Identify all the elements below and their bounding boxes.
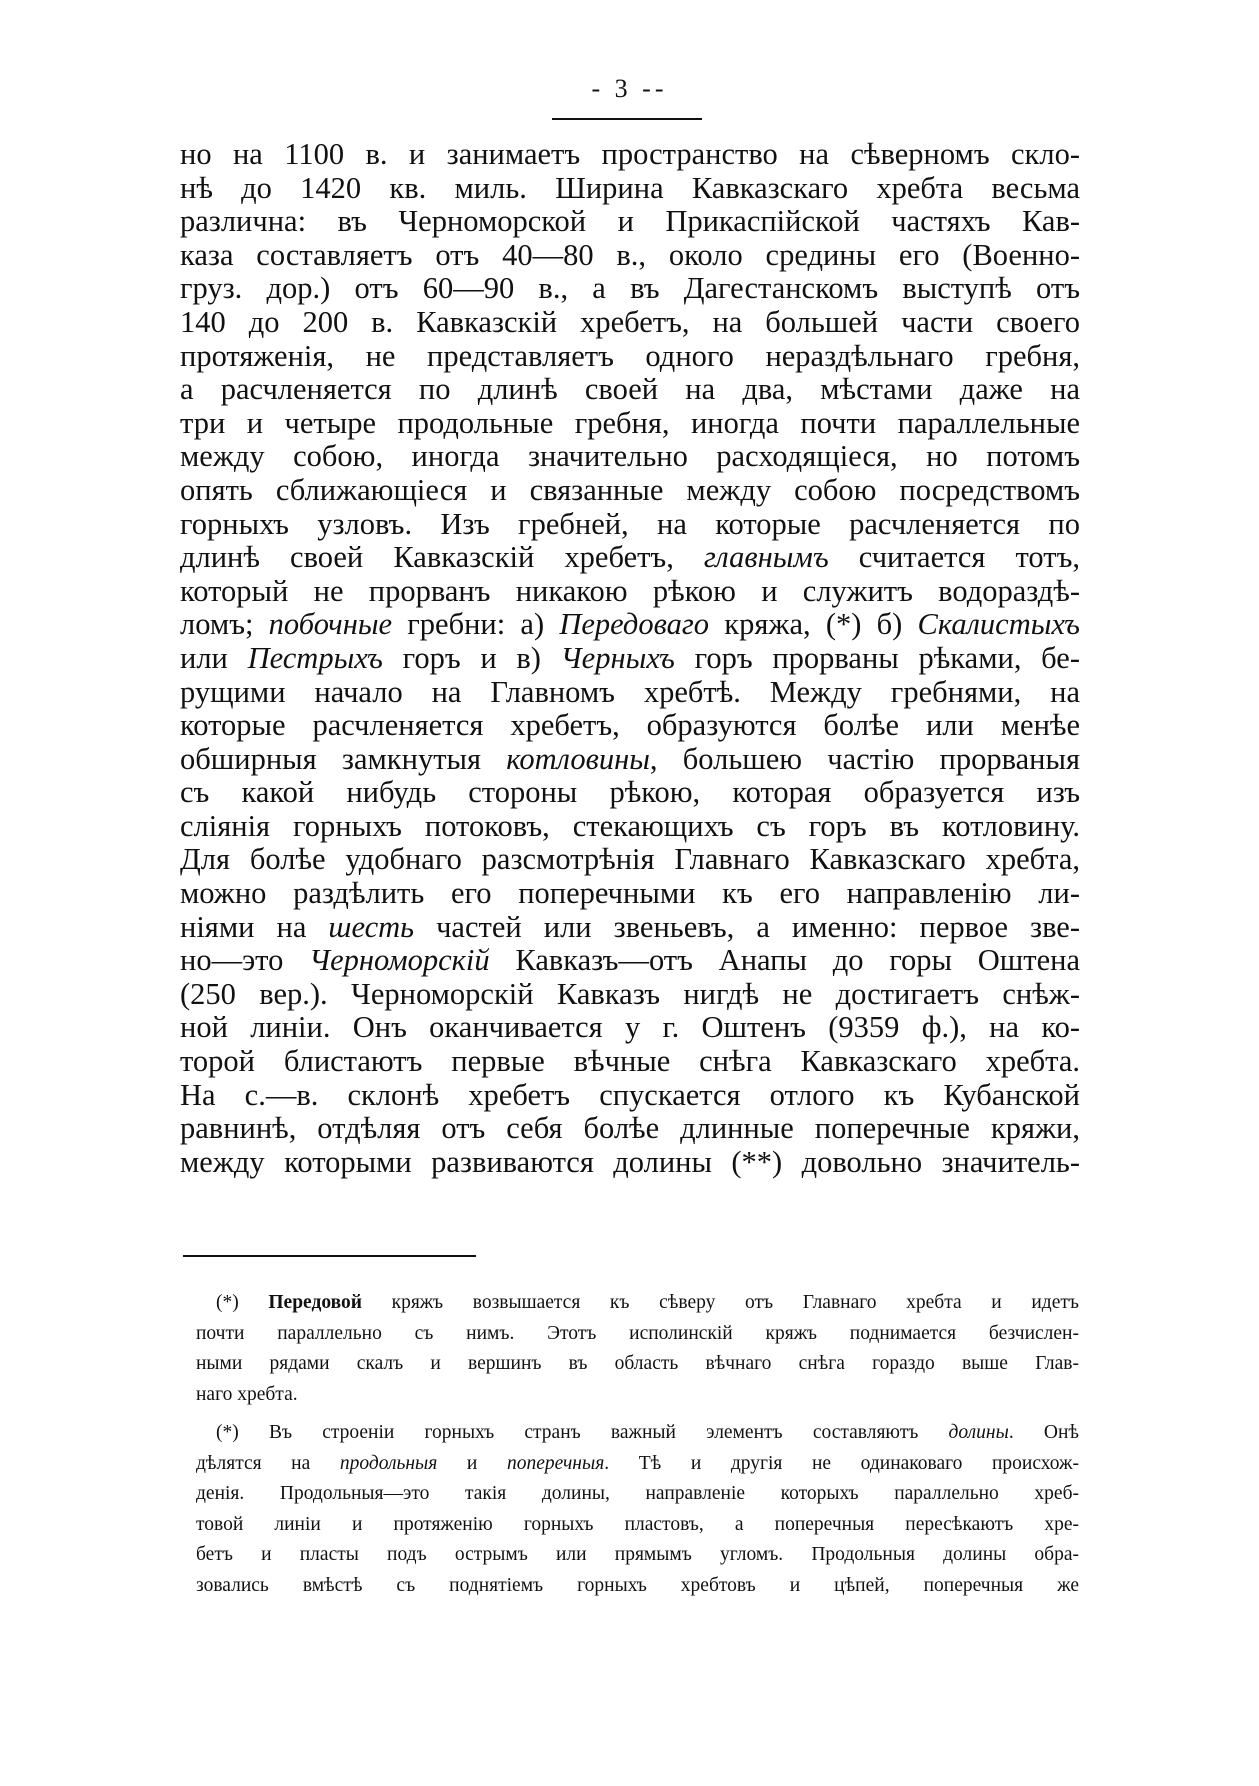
text-line: [180, 340, 1080, 374]
text-segment: гребни: а): [392, 607, 560, 642]
footnote-separator: [183, 1255, 476, 1257]
footnote-line: [196, 1479, 1079, 1510]
text-segment: и: [437, 1452, 507, 1474]
emphasized-term: шесть: [328, 909, 415, 944]
text-line: [180, 138, 1080, 172]
text-segment: но на 1100 в. и занимаетъ пространство на сѣверномъ скло-: [180, 137, 1080, 171]
text-line: [180, 676, 1080, 710]
text-segment: дѣлятся на: [196, 1452, 340, 1474]
text-segment: горъ прорваны рѣками, бе-: [674, 640, 1080, 675]
page-number: - 3 --: [591, 74, 668, 103]
footnote: [196, 1418, 1079, 1601]
emphasized-term: Черныхъ: [560, 640, 675, 675]
text-segment: опять сближающіеся и связанные между собою посредствомъ: [180, 472, 1080, 507]
text-segment: но—это: [180, 943, 310, 978]
text-line: [180, 944, 1080, 978]
text-segment: которые расчленяется хребетъ, образуются болѣе или менѣе: [180, 708, 1080, 743]
text-segment: три и четыре продольные гребня, иногда почти параллельные: [180, 405, 1080, 440]
text-line: [180, 911, 1080, 945]
text-segment: частей или звеньевъ, а именно: первое зве-: [414, 909, 1080, 944]
text-line: [180, 608, 1080, 642]
footnote-line: [196, 1319, 1079, 1350]
text-segment: слiянiя горныхъ потоковъ, стекающихъ съ горъ въ котловину.: [180, 808, 1080, 843]
text-line: [180, 172, 1080, 206]
text-line: [180, 373, 1080, 407]
emphasized-term: побочные: [268, 607, 393, 642]
text-line: [180, 1146, 1080, 1180]
text-line: [180, 843, 1080, 877]
footnote-term: Передовой: [268, 1292, 362, 1313]
text-line: [180, 306, 1080, 340]
text-segment: почти параллельно съ нимъ. Этотъ исполинскій кряжъ поднимается безчислен-: [196, 1322, 1079, 1344]
text-segment: кряжа, (*) б): [709, 607, 918, 642]
text-line: [180, 474, 1080, 508]
text-segment: На с.—в. склонѣ хребетъ спускается отлого къ Кубанской: [180, 1077, 1080, 1112]
text-segment: Для болѣе удобнаго разсмотрѣнія Главнаго Кавказскаго хребта,: [180, 842, 1080, 877]
text-segment: бетъ и пласты подъ острымъ или прямымъ угломъ. Продольныя долины обра-: [196, 1544, 1079, 1565]
text-segment: . Тѣ и другія не одинаковаго происхож-: [604, 1452, 1080, 1474]
text-segment: нѣ до 1420 кв. миль. Ширина Кавказскаго хребта весьма: [180, 170, 1080, 205]
text-line: [180, 1045, 1080, 1079]
text-segment: горъ и в): [382, 640, 561, 675]
footnote-line: [196, 1418, 1079, 1449]
text-line: [180, 1011, 1080, 1045]
footnote-line: [196, 1510, 1079, 1541]
emphasized-term: Черноморскій: [309, 943, 490, 978]
text-line: [180, 810, 1080, 844]
text-segment: считается тотъ,: [828, 540, 1080, 575]
text-line: [180, 642, 1080, 676]
text-line: [180, 877, 1080, 911]
text-segment: протяженія, не представляетъ одного нераздѣльнаго гребня,: [180, 338, 1080, 373]
text-segment: между которыми развиваются долины (**) довольно значитель-: [180, 1144, 1080, 1179]
footnote: [196, 1288, 1079, 1410]
emphasized-term: Передоваго: [559, 607, 710, 642]
page-number-rule: [552, 118, 702, 120]
text-segment: ніями на: [180, 909, 329, 944]
text-segment: различна: въ Черноморской и Прикаспійской частяхъ Кав-: [180, 204, 1080, 239]
text-line: [180, 541, 1080, 575]
footnote-line: [196, 1349, 1079, 1380]
text-segment: рущими начало на Главномъ хребтѣ. Между гребнями, на: [180, 674, 1080, 709]
text-line: [180, 440, 1080, 474]
emphasized-term: продольныя: [339, 1452, 438, 1474]
text-segment: (250 вер.). Черноморскій Кавказъ нигдѣ не достигаетъ снѣж-: [180, 976, 1080, 1011]
emphasized-term: главнымъ: [703, 540, 829, 575]
emphasized-term: Скалистыхъ: [917, 607, 1080, 642]
main-text-body: [180, 138, 1080, 1179]
text-segment: каза составляетъ отъ 40—80 в., около средины его (Военно-: [180, 237, 1080, 272]
text-line: [180, 1112, 1080, 1146]
text-line: [180, 978, 1080, 1012]
text-segment: денія. Продольныя—это такія долины, направленіе которыхъ параллельно хреб-: [196, 1483, 1079, 1504]
footnote-line: [196, 1380, 1079, 1411]
emphasized-term: долины: [948, 1422, 1009, 1443]
text-segment: кряжъ возвышается къ сѣверу отъ Главнаго хребта и идетъ: [361, 1292, 1079, 1313]
text-line: [180, 709, 1080, 743]
text-segment: . Онѣ: [1008, 1422, 1079, 1443]
text-segment: Кавказъ—отъ Анапы до горы Оштена: [489, 943, 1080, 978]
text-segment: ломъ;: [180, 607, 269, 642]
text-segment: 140 до 200 в. Кавказскій хребетъ, на большей части своего: [180, 304, 1080, 339]
text-segment: , большею частію прорваныя: [649, 741, 1081, 776]
footnotes: [196, 1288, 1079, 1609]
footnote-line: [196, 1571, 1079, 1602]
text-segment: обширныя замкнутыя: [180, 741, 507, 776]
emphasized-term: поперечныя: [506, 1452, 605, 1474]
text-segment: горныхъ узловъ. Изъ гребней, на которые расчленяется по: [180, 506, 1080, 541]
text-segment: (*): [216, 1292, 269, 1313]
text-segment: торой блистаютъ первые вѣчные снѣга Кавказскаго хребта.: [180, 1044, 1080, 1079]
text-line: [180, 272, 1080, 306]
text-segment: который не прорванъ никакою рѣкою и служитъ водораздѣ-: [180, 573, 1080, 608]
footnote-line: [196, 1288, 1079, 1319]
text-segment: между собою, иногда значительно расходящіеся, но потомъ: [180, 439, 1080, 474]
footnote-line: [196, 1449, 1079, 1480]
text-segment: товой линіи и протяженію горныхъ пластовъ, а поперечныя пересѣкаютъ хре-: [196, 1513, 1079, 1535]
text-segment: груз. дор.) отъ 60—90 в., а въ Дагестанскомъ выступѣ отъ: [180, 271, 1080, 306]
text-line: [180, 1079, 1080, 1113]
text-segment: (*) Въ строеніи горныхъ странъ важный элементъ составляютъ: [216, 1422, 949, 1443]
footnote-line: [196, 1540, 1079, 1571]
text-line: [180, 575, 1080, 609]
text-segment: ными рядами скалъ и вершинъ въ область вѣчнаго снѣга гораздо выше Глав-: [196, 1353, 1079, 1374]
emphasized-term: котловины: [506, 741, 650, 776]
text-segment: или: [180, 640, 248, 675]
text-segment: равнинѣ, отдѣляя отъ себя болѣе длинные поперечные кряжи,: [180, 1111, 1080, 1146]
text-segment: можно раздѣлить его поперечными къ его направленію ли-: [180, 876, 1080, 911]
text-segment: а расчленяется по длинѣ своей на два, мѣстами даже на: [180, 372, 1080, 407]
text-line: [180, 508, 1080, 542]
text-line: [180, 239, 1080, 273]
text-line: [180, 776, 1080, 810]
text-line: [180, 205, 1080, 239]
text-segment: длинѣ своей Кавказскій хребетъ,: [180, 540, 704, 575]
text-segment: зовались вмѣстѣ съ поднятіемъ горныхъ хребтовъ и цѣпей, поперечныя же: [196, 1574, 1079, 1596]
text-line: [180, 743, 1080, 777]
text-segment: ной линіи. Онъ оканчивается у г. Оштенъ (9359 ф.), на ко-: [180, 1010, 1080, 1045]
emphasized-term: Пестрыхъ: [247, 640, 383, 675]
text-line: [180, 407, 1080, 441]
text-segment: наго хребта.: [196, 1383, 298, 1405]
text-segment: съ какой нибудь стороны рѣкою, которая образуется изъ: [180, 775, 1080, 810]
